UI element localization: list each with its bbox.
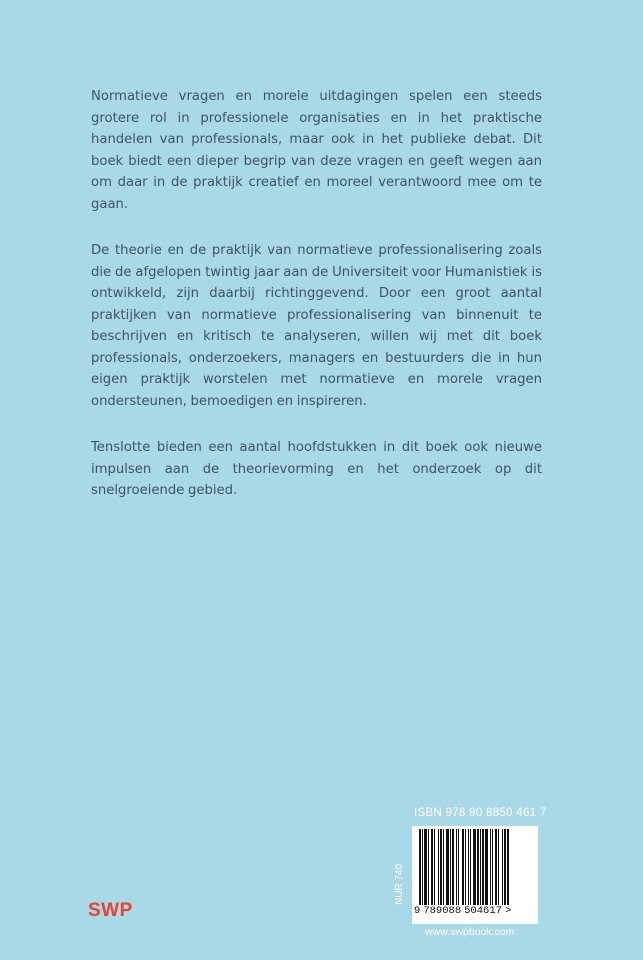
barcode-bar: [498, 829, 499, 905]
barcode-bar: [443, 829, 444, 905]
barcode-bar: [424, 829, 427, 905]
barcode-bar: [428, 829, 429, 905]
barcode-bar: [507, 829, 509, 905]
barcode-bar: [462, 829, 464, 905]
barcode-bar: [434, 829, 435, 905]
barcode-bar: [482, 829, 484, 905]
barcode-bar: [473, 829, 476, 905]
blurb-paragraph-1: Normatieve vragen en morele uitdagingen spelen een steeds grotere rol in professionele organisaties en in het praktische handelen van professionals, maar ook in het publieke debat. Dit boek biedt een dieper begrip van deze vragen en geeft wegen aan om daar in de praktijk creatief en moreel verantwoord mee om te gaan.: [91, 89, 542, 212]
barcode-bar: [419, 829, 421, 905]
barcode-trail: >: [504, 905, 512, 917]
barcode-bar: [431, 829, 433, 905]
barcode-bar: [470, 829, 471, 905]
barcode-bar: [495, 829, 497, 905]
barcode-bar: [492, 829, 493, 905]
barcode-bar: [438, 829, 439, 905]
barcode-lead-digit: 9: [414, 905, 421, 917]
barcode-group-2: 504617: [464, 905, 502, 917]
barcode-digits: [412, 905, 538, 917]
barcode: [412, 826, 538, 924]
barcode-bar: [422, 829, 423, 905]
barcode-bar: [450, 829, 451, 905]
publisher-website: www.swpbook.com: [425, 926, 515, 938]
blurb-paragraph-3: Tenslotte bieden een aantal hoofdstukken in dit boek ook nieuwe impulsen aan de theorievorming en het onderzoek op dit snelgroeiende gebied.: [91, 440, 542, 498]
barcode-group-1: 789088: [423, 905, 462, 917]
back-cover-blurb: [91, 86, 542, 527]
barcode-bar: [465, 829, 466, 905]
barcode-bar: [456, 829, 457, 905]
blurb-paragraph-2: De theorie en de praktijk van normatieve professionalisering zoals die de afgelopen twintig jaar aan de Universiteit voor Humanistiek is ontwikkeld, zijn daarbij richtinggevend. Door een groot aantal praktijken van normatieve professionalisering van binnenuit te beschrijven en kritisch te analyseren, willen wij met dit boek professionals, onderzoekers, managers en bestuurders die in hun eigen praktijk worstelen met normatieve en morele vragen ondersteunen, bemoedigen en inspireren.: [91, 243, 542, 409]
barcode-bar: [468, 829, 469, 905]
nur-code: NUR 740: [394, 863, 405, 905]
isbn-number: ISBN 978 90 8850 461 7: [414, 807, 547, 819]
barcode-bar: [452, 829, 454, 905]
barcode-bar: [490, 829, 491, 905]
barcode-bar: [458, 829, 459, 905]
barcode-bar: [477, 829, 479, 905]
publisher-logo: SWP: [88, 900, 133, 921]
barcode-bar: [504, 829, 506, 905]
barcode-bar: [485, 829, 488, 905]
barcode-bar: [446, 829, 449, 905]
barcode-bar: [502, 829, 503, 905]
barcode-bar: [480, 829, 481, 905]
barcode-bars-icon: [419, 829, 531, 905]
barcode-bar: [440, 829, 442, 905]
